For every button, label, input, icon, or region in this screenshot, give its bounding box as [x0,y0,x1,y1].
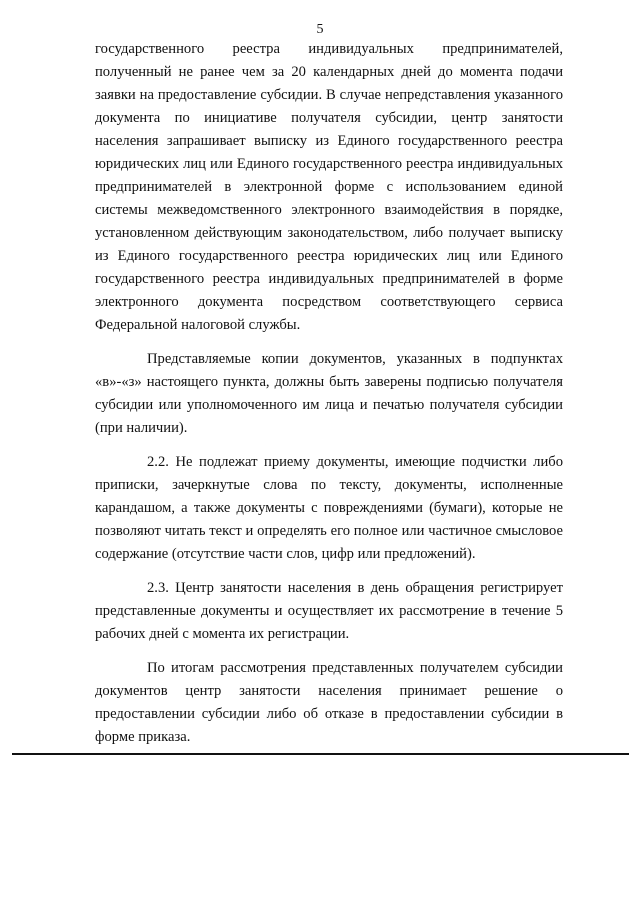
paragraph-2-3: 2.3. Центр занятости населения в день обращения регистрирует представленные документы и осуществляет их рассмотрение в течение 5 рабочих дней с момента их регистрации. [95,580,563,642]
page-number: 5 [316,22,324,37]
paragraph-decision: По итогам рассмотрения представленных получателем субсидии документов центр занятости населения принимает решение о предоставлении субсидии либо об отказе в предоставлении субсидии в форме приказа. [95,660,563,745]
footer-divider [12,753,629,755]
paragraph-continuation: государственного реестра индивидуальных предпринимателей, полученный не ранее чем за 20 календарных дней до момента подачи заявки на предоставление субсидии. В случае непредставления указанного документа по инициативе получателя субсидии, центр занятости населения запрашивает выписку из Единого государственного реестра юридических лиц или Единого государственного реестра индивидуальных предпринимателей в электронной форме с использованием единой системы межведомственного электронного взаимодействия в порядке, установленном действующим законодательством, либо получает выписку из Единого государственного реестра юридических лиц или Единого государственного реестра индивидуальных предпринимателей в форме электронного документа посредством соответствующего сервиса Федеральной налоговой службы. [95,41,563,333]
document-body [95,38,563,749]
paragraph-copies-certification: Представляемые копии документов, указанных в подпунктах «в»-«з» настоящего пункта, должны быть заверены подписью получателя субсидии или уполномоченного им лица и печатью получателя субсидии (при наличии). [95,351,563,436]
paragraph-2-2: 2.2. Не подлежат приему документы, имеющие подчистки либо приписки, зачеркнутые слова по тексту, документы, исполненные карандашом, а также документы с повреждениями (бумаги), которые не позволяют читать текст и определять его полное или частичное смысловое содержание (отсутствие части слов, цифр или предложений). [95,454,563,562]
